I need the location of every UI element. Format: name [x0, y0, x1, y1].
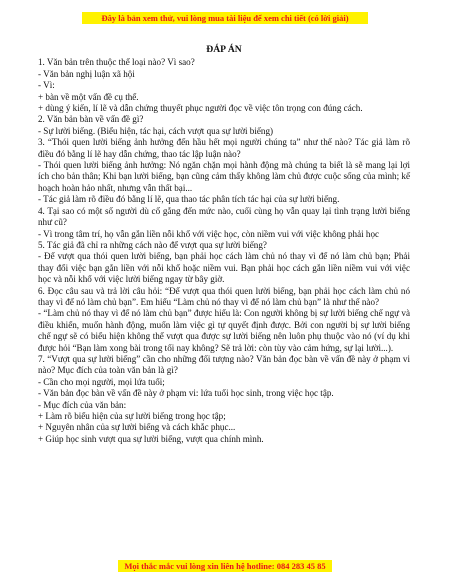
answer-document: [38, 44, 410, 445]
answer-line: 4. Tại sao có một số người dù cố gắng đến mức nào, cuối cùng họ vẫn quay lại tình trạng lười biếng như cũ?: [38, 205, 410, 228]
answer-line: - Sự lười biếng. (Biểu hiện, tác hại, cách vượt qua sự lười biếng): [38, 125, 274, 136]
preview-notice-banner: Đây là bản xem thử, vui lòng mua tài liệu để xem chi tiết (có lời giải): [82, 12, 368, 24]
answer-line: - Văn bản nghị luận xã hội: [38, 68, 135, 79]
answer-line: - Để vượt qua thói quen lười biếng, bạn phải học cách làm chủ nó thay vì để nó làm chủ bạn; Phải thay đổi việc bạn gắn liền với nỗi khổ hoặc niềm vui. Bạn phải học cách gắn liền niềm vui với việc học và nỗi khổ với việc lười biếng ngay từ bây giờ.: [38, 251, 410, 285]
answer-line: 5. Tác giả đã chỉ ra những cách nào để vượt qua sự lười biếng?: [38, 239, 267, 250]
answer-line: - “Làm chủ nó thay vì để nó làm chủ bạn” được hiểu là: Con người không bị sự lười biếng chế ngự và điều khiển, muốn hành động, muốn làm việc gì tự quyết định được. Bởi con người bị sự lười biếng chế ngự sẽ có biểu hiện không thể vượt qua được sự lười biếng nên luôn phụ thuộc vào nó (ví dụ khi được hỏi “Bạn làm xong bài trong tối nay không? Sẽ trả lời: còn tùy vào cảm hứng, sự lại lười...).: [38, 308, 410, 353]
answer-line: - Thói quen lười biếng ảnh hưởng: Nó ngăn chặn mọi hành động mà chúng ta biết là sẽ mang lại lợi ích cho bản thân; Khi bạn lười biếng, bạn cũng cảm thấy không làm chủ được cuộc sống của mình; kế hoạch hoàn hảo nhất, nhưng vẫn thất bại...: [38, 160, 410, 193]
answer-line: 2. Văn bản bàn về vấn đề gì?: [38, 114, 144, 125]
hotline-banner: Mọi thắc mắc vui lòng xin liên hệ hotline: 084 283 45 85: [118, 560, 332, 572]
answer-line: 1. Văn bản trên thuộc thể loại nào? Vì sao?: [38, 57, 195, 68]
answer-line: 6. Đọc câu sau và trả lời câu hỏi: “Để vượt qua thói quen lười biếng, bạn phải học cách làm chủ nó thay vì để nó làm chủ bạn”. Em hiểu “Làm chủ nó thay vì để nó làm chủ bạn” là như thế nào?: [38, 285, 410, 307]
answer-line: - Mục đích của văn bản:: [38, 399, 127, 410]
answer-line: 7. “Vượt qua sự lười biếng” cần cho những đối tượng nào? Văn bản đọc bàn về vấn đề này ở phạm vi nào? Mục đích của toàn văn bản là gì?: [38, 353, 410, 376]
answer-line: - Văn bản đọc bàn về vấn đề này ở phạm vi: lứa tuổi học sinh, trong việc học tập.: [38, 388, 334, 399]
answer-line: + dùng ý kiến, lí lẽ và dẫn chứng thuyết phục người đọc về việc tôn trọng con đúng cách.: [38, 103, 363, 114]
answer-line: - Cần cho mọi người, mọi lứa tuổi;: [38, 376, 165, 387]
answer-heading: ĐÁP ÁN: [206, 44, 242, 55]
answer-line: - Vì:: [38, 80, 55, 91]
answer-line: + bàn về một vấn đề cụ thể.: [38, 91, 139, 102]
answer-line: - Tác giả làm rõ điều đó bằng lí lẽ, qua thao tác phân tích tác hại của sự lười biếng.: [38, 194, 340, 205]
answer-line: + Nguyên nhân của sự lười biếng và cách khắc phục...: [38, 422, 236, 433]
answer-line: + Giúp học sinh vượt qua sự lười biếng, vượt qua chính mình.: [38, 433, 264, 444]
answer-line: + Làm rõ biểu hiện của sự lười biếng trong học tập;: [38, 411, 226, 421]
answer-line: 3. “Thói quen lười biếng ảnh hưởng đến hầu hết mọi người chúng ta” như thế nào? Tác giả làm rõ điều đó bằng lí lẽ hay dẫn chứng, thao tác lập luận nào?: [38, 137, 410, 159]
answer-line: - Vì trong tâm trí, họ vẫn gắn liền nỗi khổ với việc học, còn niềm vui với việc không phải học: [38, 228, 380, 239]
